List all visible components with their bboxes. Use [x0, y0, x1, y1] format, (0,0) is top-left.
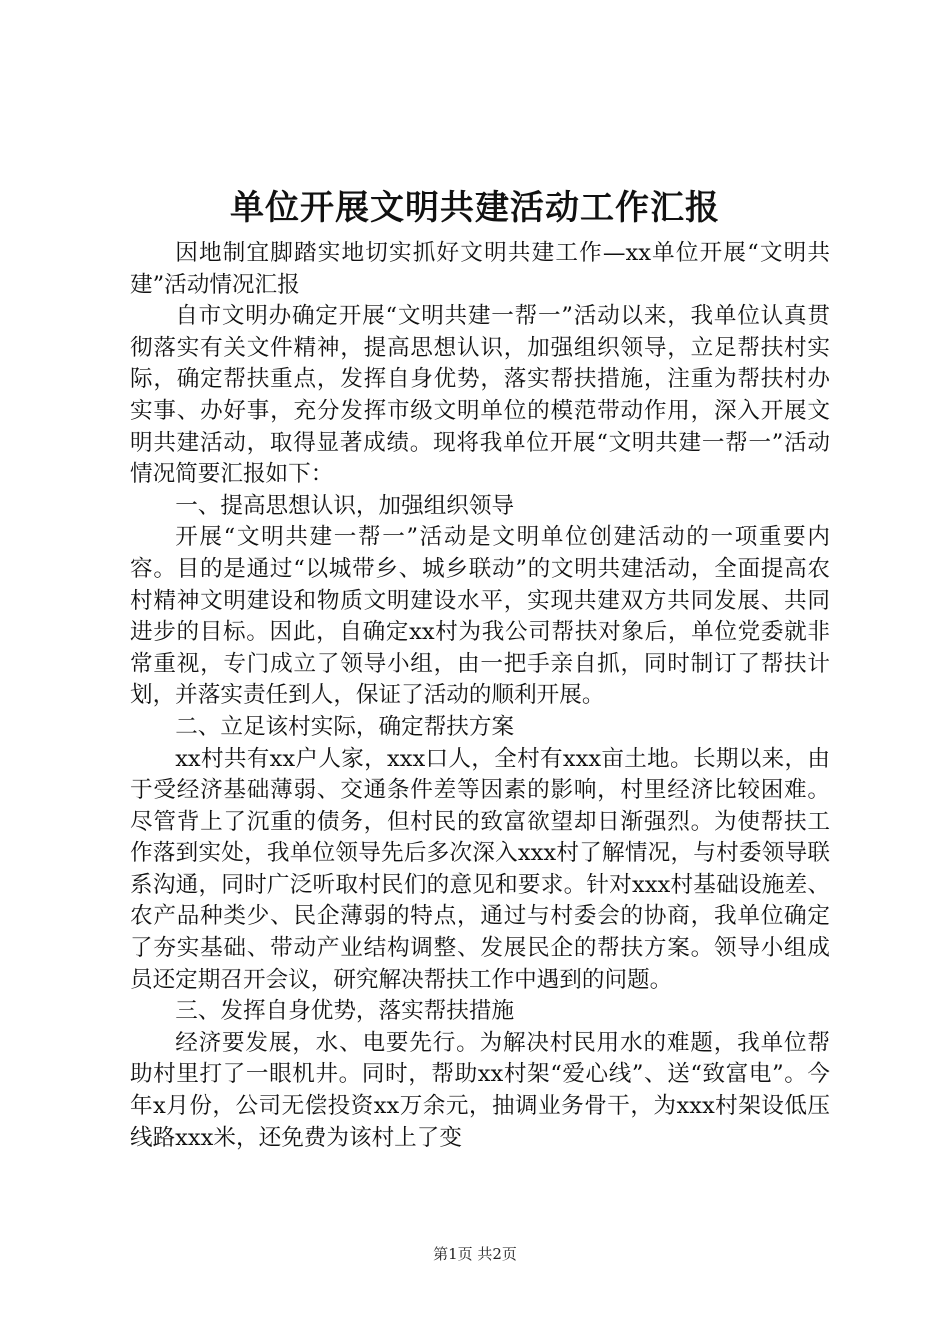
section-heading-3: 三、发挥自身优势，落实帮扶措施 [175, 998, 515, 1025]
paragraph-subtitle: 因地制宜脚踏实地切实抓好文明共建工作—xx单位开展“文明共建”活动情况汇报 [130, 240, 830, 298]
page-total: 共2页 [477, 1245, 517, 1263]
section-heading-1: 一、提高思想认识，加强组织领导 [175, 492, 515, 519]
paragraph-section-3: 经济要发展，水、电要先行。为解决村民用水的难题，我单位帮助村里打了一眼机井。同时，帮助xx村架“爱心线”、送“致富电”。今年x月份，公司无偿投资xx万余元，抽调业务骨干，为xxx村架设低压线路xxx米，还免费为该村上了变 [130, 1029, 830, 1151]
paragraph-intro: 自市文明办确定开展“文明共建一帮一”活动以来，我单位认真贯彻落实有关文件精神，提高思想认识，加强组织领导，立足帮扶村实际，确定帮扶重点，发挥自身优势，落实帮扶措施，注重为帮扶村办实事、办好事，充分发挥市级文明单位的模范带动作用，深入开展文明共建活动，取得显著成绩。现将我单位开展“文明共建一帮一”活动情况简要汇报如下： [130, 303, 830, 488]
document-body [130, 238, 830, 1154]
page-number: 第1页 [433, 1245, 473, 1263]
paragraph-section-1: 开展“文明共建一帮一”活动是文明单位创建活动的一项重要内容。目的是通过“以城带乡、城乡联动”的文明共建活动，全面提高农村精神文明建设和物质文明建设水平，实现共建双方共同发展、共同进步的目标。因此，自确定xx村为我公司帮扶对象后，单位党委就非常重视，专门成立了领导小组，由一把手亲自抓，同时制订了帮扶计划，并落实责任到人，保证了活动的顺利开展。 [130, 524, 830, 709]
document-title: 单位开展文明共建活动工作汇报 [230, 188, 720, 228]
paragraph-section-2: xx村共有xx户人家，xxx口人，全村有xxx亩土地。长期以来，由于受经济基础薄弱、交通条件差等因素的影响，村里经济比较困难。尽管背上了沉重的债务，但村民的致富欲望却日渐强烈。为使帮扶工作落到实处，我单位领导先后多次深入xxx村了解情况，与村委领导联系沟通，同时广泛听取村民们的意见和要求。针对xxx村基础设施差、农产品种类少、民企薄弱的特点，通过与村委会的协商，我单位确定了夯实基础、带动产业结构调整、发展民企的帮扶方案。领导小组成员还定期召开会议，研究解决帮扶工作中遇到的问题。 [130, 745, 830, 993]
section-heading-2: 二、立足该村实际，确定帮扶方案 [175, 713, 515, 740]
page-footer [0, 1244, 950, 1264]
